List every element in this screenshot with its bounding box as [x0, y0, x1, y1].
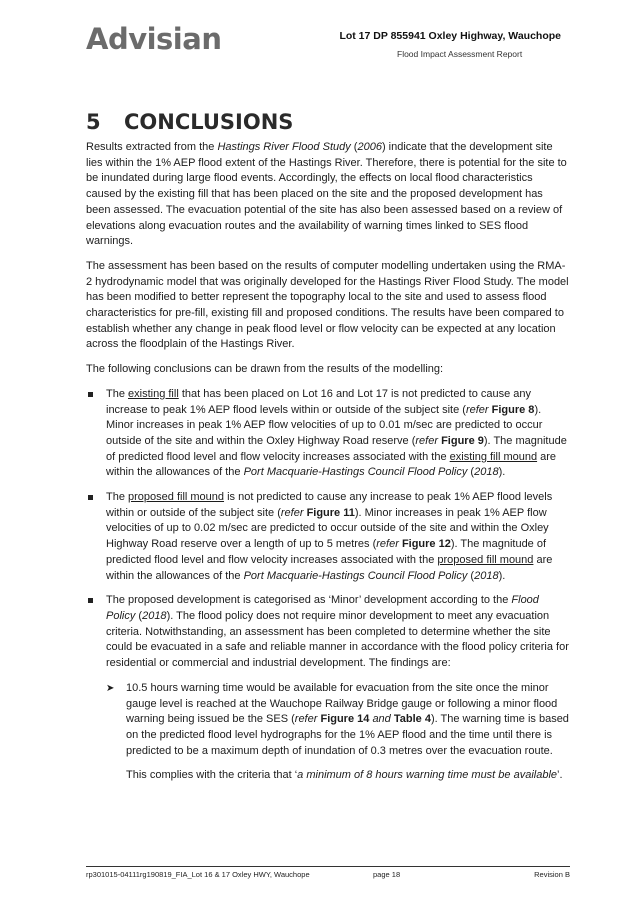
policy-title: Port Macquarie-Hastings Council Flood Policy: [243, 466, 468, 479]
text: are within the allowances of the: [106, 450, 557, 479]
footer-revision: Revision B: [534, 870, 570, 879]
underlined-term: proposed fill mound: [128, 491, 225, 504]
text: ) indicate that the development site lies within the 1% AEP flood extent of the Hastings River. Therefore, there is potential for the site to be inundated during large flood events. Accordingly, the effects on local flood characteristics caused by the existing fill that has been placed on the site and the proposed development has been assessed. The evacuation potential of the site has also been assessed based on a review of elevations along evacuation routes and the availability of warning times linked to SES flood warnings.: [86, 141, 567, 248]
figure-reference: Figure 12: [401, 538, 451, 551]
text: ’.: [557, 769, 563, 782]
company-logo: Advisian: [86, 22, 222, 56]
figure-reference: Figure 14: [320, 713, 370, 726]
arrow-bullet-icon: ➤: [106, 682, 115, 694]
text: that has been placed on Lot 16 and Lot 17 is not predicted to cause any increase to peak 1% AEP flood levels within or outside of the subject site (: [106, 387, 532, 416]
paragraph-modelling: The assessment has been based on the results of computer modelling undertaken using the RMA-2 hydrodynamic model that was originally developed for the Hastings River Flood Study. The model has been modified to better represent the topography local to the site and used to assess flood characteristics for pre-fill, existing fill and proposed conditions. The results have been compared to establish whether any change in peak flood level or flow velocity can be expected at any location across the floodplain of the Hastings River.: [86, 259, 569, 351]
text: is not predicted to cause any increase to peak 1% AEP flood levels within or outside of the subject site (: [106, 491, 553, 519]
list-item: [86, 490, 570, 584]
underlined-term: proposed fill mound: [437, 553, 534, 566]
policy-title: Port Macquarie-Hastings Council Flood Policy: [243, 569, 468, 582]
paragraph-conclusions-intro: The following conclusions can be drawn from the results of the modelling:: [86, 363, 444, 376]
policy-year: 2018: [474, 569, 499, 582]
section-number: 5: [86, 110, 101, 134]
figure-reference: Figure 11: [306, 506, 355, 519]
table-reference: Table 4: [393, 713, 431, 726]
text: ). The magnitude of predicted flood level and flow velocity increases associated with the: [106, 434, 567, 463]
refer-text: refer: [376, 538, 399, 551]
footer-page-number: page 18: [373, 870, 401, 879]
text: ). Minor increases in peak 1% AEP flow velocities of up to 0.01 m/sec are predicted to occur outside of the site and within the Oxley Highway Road reserve (: [106, 403, 543, 447]
text: The proposed development is categorised as ‘Minor’ development according to the: [106, 594, 512, 607]
square-bullet-icon: [88, 598, 93, 603]
text: ).: [498, 466, 506, 479]
text: and: [372, 713, 391, 726]
figure-reference: Figure 9: [441, 434, 484, 447]
list-item: [86, 593, 570, 784]
footer-document-id: rp301015-04111rg190819_FIA_Lot 16 & 17 Oxley HWY, Wauchope: [86, 870, 310, 879]
text: This complies with the criteria that ‘: [126, 769, 298, 782]
findings-list: [106, 681, 570, 784]
criteria-quote: a minimum of 8 hours warning time must be available: [297, 769, 558, 782]
text: (: [467, 569, 475, 582]
underlined-term: existing fill: [128, 387, 179, 400]
page-body: [86, 140, 570, 793]
section-title: CONCLUSIONS: [124, 110, 294, 134]
square-bullet-icon: [88, 392, 93, 397]
refer-text: refer: [415, 434, 439, 447]
list-item: [86, 387, 570, 481]
text: (: [350, 141, 358, 153]
figure-reference: Figure 8: [491, 403, 535, 416]
text: ).: [498, 569, 506, 582]
text: (: [135, 609, 143, 622]
section-heading: [86, 110, 293, 134]
refer-text: refer: [465, 403, 489, 416]
study-year: 2006: [357, 141, 382, 153]
list-item: [106, 681, 570, 784]
refer-text: refer: [294, 713, 318, 726]
footer-divider: [86, 866, 570, 867]
text: The: [106, 387, 129, 400]
report-header-subtitle: Flood Impact Assessment Report: [397, 49, 523, 59]
report-header-title: Lot 17 DP 855941 Oxley Highway, Wauchope: [339, 30, 561, 42]
text: ). The magnitude of predicted flood level and flow velocity increases associated with the: [106, 538, 547, 566]
policy-year: 2018: [142, 609, 167, 622]
study-title: Hastings River Flood Study: [217, 141, 351, 153]
conclusions-list: [86, 387, 570, 784]
text: 10.5 hours warning time would be available for evacuation from the site once the minor gauge level is reached at the Wauchope Railway Bridge gauge or following a minor flood warning being issued be the SES (: [126, 681, 558, 726]
underlined-term: existing fill mound: [449, 450, 538, 463]
paragraph-intro: [86, 140, 570, 250]
text: The: [106, 491, 129, 504]
text: ). The flood policy does not require minor development to meet any evacuation criteria. Notwithstanding, an assessment has been completed to determine whether the site could be evacuated in a safe and reliable manner in accordance with the flood policy criteria for residential or commercial and industrial development. The findings are:: [106, 609, 569, 670]
text: ). Minor increases in peak 1% AEP flow velocities of up to 0.02 m/sec are predicted to occur outside of the site and within the Oxley Highway Road reserve over a length of up to 5 metres (: [106, 506, 549, 551]
square-bullet-icon: [88, 495, 93, 500]
text: ). The warning time is based on the predicted flood level hydrographs for the 1% AEP flood and the time until there is predicted to be a maximum depth of inundation of 0.3 metres over the evacuation route.: [126, 713, 569, 757]
text: (: [467, 466, 475, 479]
refer-text: refer: [280, 506, 304, 519]
policy-year: 2018: [474, 466, 499, 479]
text: are within the allowances of the: [106, 553, 553, 582]
text: Results extracted from the: [86, 141, 218, 153]
policy-title: Flood Policy: [106, 594, 539, 622]
compliance-note: [126, 768, 570, 784]
